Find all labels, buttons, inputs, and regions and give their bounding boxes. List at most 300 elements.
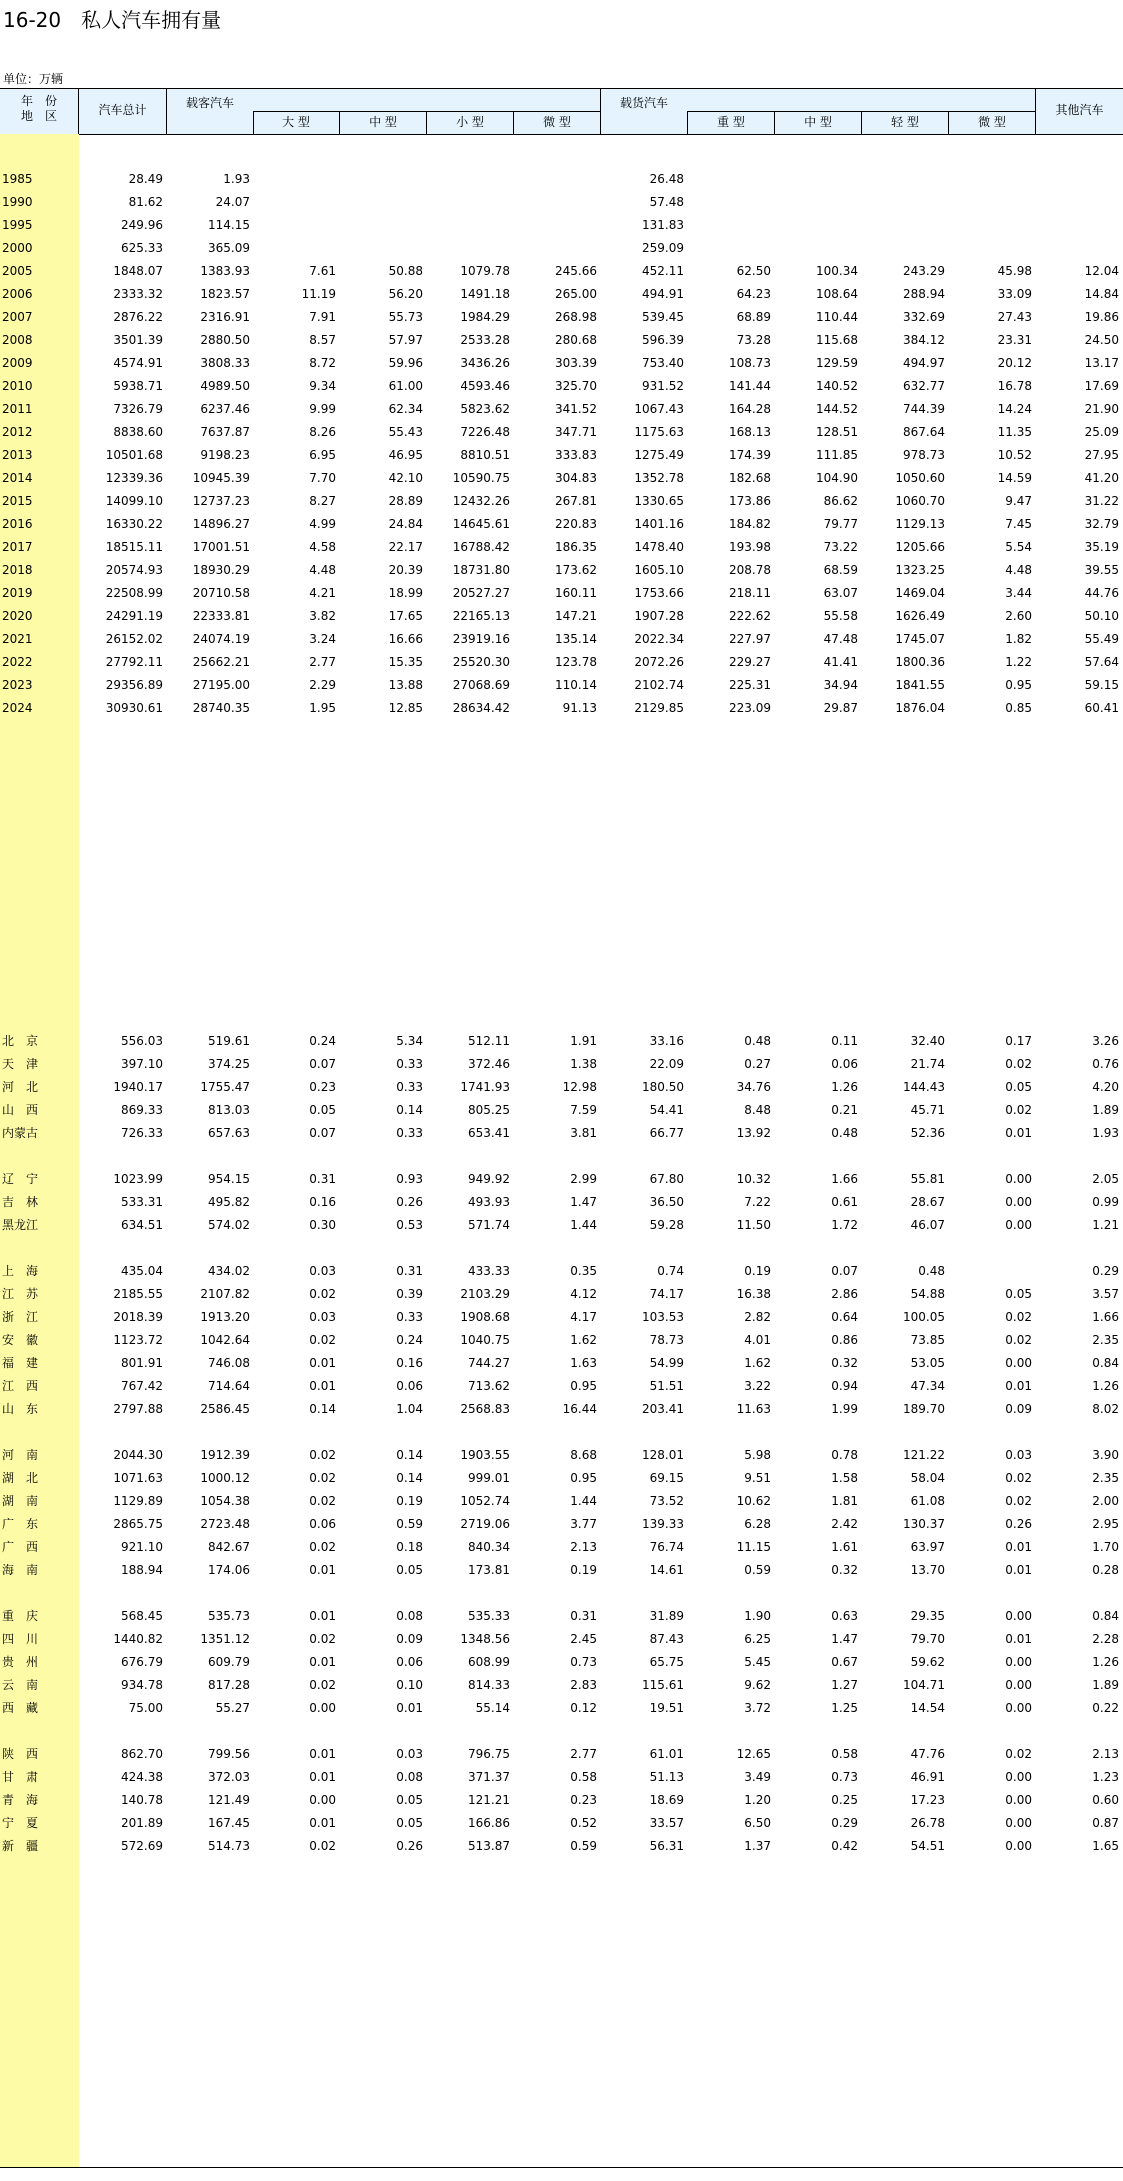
table-cell: 0.03 — [396, 1747, 423, 1761]
year-row — [0, 192, 1123, 212]
year-row — [0, 537, 1123, 557]
table-cell: 1.22 — [1005, 655, 1032, 669]
table-cell: 5823.62 — [460, 402, 510, 416]
table-title: 16-20 私人汽车拥有量 — [3, 8, 222, 32]
table-cell: 173.62 — [555, 563, 597, 577]
table-cell: 24291.19 — [105, 609, 163, 623]
table-cell: 999.01 — [468, 1471, 510, 1485]
table-cell: 2.82 — [744, 1310, 771, 1324]
table-cell: 2185.55 — [113, 1287, 163, 1301]
table-cell: 0.87 — [1092, 1816, 1119, 1830]
table-cell: 9198.23 — [200, 448, 250, 462]
year-row — [0, 261, 1123, 281]
table-cell: 1841.55 — [895, 678, 945, 692]
table-cell: 173.81 — [468, 1563, 510, 1577]
table-cell: 27792.11 — [105, 655, 163, 669]
table-cell: 225.31 — [729, 678, 771, 692]
row-label: 江 苏 — [2, 1287, 39, 1301]
table-cell: 1.61 — [831, 1540, 858, 1554]
table-cell: 0.07 — [309, 1126, 336, 1140]
table-cell: 2880.50 — [200, 333, 250, 347]
table-cell: 26.48 — [649, 172, 684, 186]
table-cell: 2.45 — [570, 1632, 597, 1646]
table-cell: 796.75 — [468, 1747, 510, 1761]
table-cell: 2876.22 — [113, 310, 163, 324]
table-cell: 325.70 — [555, 379, 597, 393]
table-cell: 3.26 — [1092, 1034, 1119, 1048]
table-cell: 0.35 — [570, 1264, 597, 1278]
year-row — [0, 491, 1123, 511]
table-cell: 45.71 — [910, 1103, 945, 1117]
row-label: 海 南 — [2, 1563, 39, 1577]
table-cell: 0.85 — [1005, 701, 1032, 715]
table-cell: 14645.61 — [452, 517, 510, 531]
table-cell: 15.35 — [388, 655, 423, 669]
table-cell: 267.81 — [555, 494, 597, 508]
year-row — [0, 330, 1123, 350]
table-cell: 1.04 — [396, 1402, 423, 1416]
table-cell: 33.16 — [649, 1034, 684, 1048]
table-cell: 64.23 — [736, 287, 771, 301]
table-cell: 160.11 — [555, 586, 597, 600]
table-cell: 0.02 — [1005, 1333, 1032, 1347]
table-cell: 0.05 — [1005, 1080, 1032, 1094]
table-cell: 0.01 — [1005, 1632, 1032, 1646]
table-cell: 0.14 — [396, 1103, 423, 1117]
table-cell: 41.20 — [1084, 471, 1119, 485]
header-divider — [78, 89, 79, 134]
table-cell: 767.42 — [121, 1379, 163, 1393]
year-row — [0, 629, 1123, 649]
header-divider — [600, 89, 601, 134]
table-cell: 0.59 — [744, 1563, 771, 1577]
table-cell: 34.94 — [823, 678, 858, 692]
table-cell: 0.00 — [1005, 1678, 1032, 1692]
table-cell: 0.42 — [831, 1839, 858, 1853]
table-cell: 1.65 — [1092, 1839, 1119, 1853]
table-cell: 54.51 — [910, 1839, 945, 1853]
table-cell: 1.37 — [744, 1839, 771, 1853]
table-cell: 32.79 — [1084, 517, 1119, 531]
table-cell: 3.44 — [1005, 586, 1032, 600]
table-cell: 4.21 — [309, 586, 336, 600]
table-cell: 495.82 — [208, 1195, 250, 1209]
table-cell: 0.10 — [396, 1678, 423, 1692]
table-cell: 17.65 — [388, 609, 423, 623]
table-cell: 1352.78 — [634, 471, 684, 485]
region-row — [0, 1537, 1123, 1557]
table-cell: 56.31 — [649, 1839, 684, 1853]
table-cell: 1401.16 — [634, 517, 684, 531]
table-cell: 0.07 — [831, 1264, 858, 1278]
table-cell: 11.50 — [736, 1218, 771, 1232]
table-cell: 22333.81 — [192, 609, 250, 623]
table-cell: 44.76 — [1084, 586, 1119, 600]
row-label: 青 海 — [2, 1793, 39, 1807]
table-cell: 0.99 — [1092, 1195, 1119, 1209]
table-cell: 0.84 — [1092, 1356, 1119, 1370]
table-cell: 2797.88 — [113, 1402, 163, 1416]
table-cell: 2.35 — [1092, 1471, 1119, 1485]
table-cell: 0.33 — [396, 1126, 423, 1140]
table-cell: 1.93 — [223, 172, 250, 186]
table-cell: 108.64 — [816, 287, 858, 301]
table-cell: 10.62 — [736, 1494, 771, 1508]
table-cell: 57.48 — [649, 195, 684, 209]
table-cell: 0.26 — [1005, 1517, 1032, 1531]
row-label: 新 疆 — [2, 1839, 39, 1853]
table-cell: 1.44 — [570, 1494, 597, 1508]
region-row — [0, 1675, 1123, 1695]
row-label: 2000 — [2, 241, 33, 255]
table-cell: 28.67 — [910, 1195, 945, 1209]
table-cell: 1023.99 — [113, 1172, 163, 1186]
table-cell: 265.00 — [555, 287, 597, 301]
table-cell: 5.54 — [1005, 540, 1032, 554]
table-cell: 28.49 — [128, 172, 163, 186]
table-cell: 2719.06 — [460, 1517, 510, 1531]
year-row — [0, 353, 1123, 373]
table-cell: 609.79 — [208, 1655, 250, 1669]
table-cell: 27.95 — [1084, 448, 1119, 462]
table-cell: 2316.91 — [200, 310, 250, 324]
region-row — [0, 1744, 1123, 1764]
table-cell: 68.89 — [736, 310, 771, 324]
table-cell: 0.19 — [744, 1264, 771, 1278]
table-cell: 32.40 — [910, 1034, 945, 1048]
table-cell: 1060.70 — [895, 494, 945, 508]
region-row — [0, 1560, 1123, 1580]
table-cell: 12737.23 — [192, 494, 250, 508]
table-cell: 22.09 — [649, 1057, 684, 1071]
row-label: 内蒙古 — [2, 1126, 39, 1140]
table-cell: 24.07 — [215, 195, 250, 209]
region-row — [0, 1652, 1123, 1672]
table-cell: 0.23 — [570, 1793, 597, 1807]
table-cell: 0.01 — [309, 1563, 336, 1577]
table-cell: 0.24 — [309, 1034, 336, 1048]
table-cell: 16.38 — [736, 1287, 771, 1301]
table-cell: 0.02 — [1005, 1747, 1032, 1761]
table-cell: 397.10 — [121, 1057, 163, 1071]
table-cell: 135.14 — [555, 632, 597, 646]
table-cell: 384.12 — [903, 333, 945, 347]
header-divider — [861, 112, 862, 134]
table-cell: 0.31 — [570, 1609, 597, 1623]
header-total: 汽车总计 — [98, 103, 147, 117]
table-cell: 0.24 — [396, 1333, 423, 1347]
row-label: 浙 江 — [2, 1310, 39, 1324]
table-cell: 288.94 — [903, 287, 945, 301]
table-cell: 1800.36 — [895, 655, 945, 669]
table-cell: 13.92 — [736, 1126, 771, 1140]
table-cell: 1.47 — [570, 1195, 597, 1209]
table-cell: 8810.51 — [460, 448, 510, 462]
table-cell: 512.11 — [468, 1034, 510, 1048]
row-label: 2007 — [2, 310, 33, 324]
table-cell: 0.09 — [396, 1632, 423, 1646]
table-cell: 0.86 — [831, 1333, 858, 1347]
table-cell: 0.00 — [1005, 1770, 1032, 1784]
table-cell: 128.51 — [816, 425, 858, 439]
table-cell: 0.32 — [831, 1563, 858, 1577]
table-cell: 0.59 — [570, 1839, 597, 1853]
table-cell: 22165.13 — [452, 609, 510, 623]
table-cell: 2568.83 — [460, 1402, 510, 1416]
table-cell: 140.52 — [816, 379, 858, 393]
table-cell: 8.72 — [309, 356, 336, 370]
table-cell: 2.83 — [570, 1678, 597, 1692]
header-divider — [774, 112, 775, 134]
year-row — [0, 514, 1123, 534]
region-row — [0, 1629, 1123, 1649]
table-cell: 16.78 — [997, 379, 1032, 393]
table-cell: 7.61 — [309, 264, 336, 278]
header-subrule — [687, 111, 1035, 112]
table-cell: 12.65 — [736, 1747, 771, 1761]
table-cell: 46.07 — [910, 1218, 945, 1232]
header-divider — [1035, 89, 1036, 134]
row-label: 四 川 — [2, 1632, 39, 1646]
table-cell: 81.62 — [128, 195, 163, 209]
table-cell: 519.61 — [208, 1034, 250, 1048]
table-cell: 10501.68 — [105, 448, 163, 462]
table-cell: 111.85 — [816, 448, 858, 462]
table-cell: 1054.38 — [200, 1494, 250, 1508]
table-cell: 494.97 — [903, 356, 945, 370]
table-cell: 0.06 — [831, 1057, 858, 1071]
header-truck-heavy: 重 型 — [717, 115, 745, 129]
table-cell: 744.39 — [903, 402, 945, 416]
region-row — [0, 1468, 1123, 1488]
table-cell: 1205.66 — [895, 540, 945, 554]
table-cell: 4.17 — [570, 1310, 597, 1324]
region-row — [0, 1031, 1123, 1051]
table-cell: 0.64 — [831, 1310, 858, 1324]
table-cell: 714.64 — [208, 1379, 250, 1393]
region-row — [0, 1330, 1123, 1350]
region-row — [0, 1307, 1123, 1327]
table-cell: 8.02 — [1092, 1402, 1119, 1416]
year-row — [0, 698, 1123, 718]
row-label: 西 藏 — [2, 1701, 39, 1715]
table-cell: 16330.22 — [105, 517, 163, 531]
table-cell: 1.27 — [831, 1678, 858, 1692]
table-cell: 535.33 — [468, 1609, 510, 1623]
table-cell: 18.99 — [388, 586, 423, 600]
table-cell: 0.06 — [396, 1655, 423, 1669]
table-cell: 1000.12 — [200, 1471, 250, 1485]
table-cell: 121.22 — [903, 1448, 945, 1462]
table-cell: 25520.30 — [452, 655, 510, 669]
row-label: 1985 — [2, 172, 33, 186]
table-cell: 535.73 — [208, 1609, 250, 1623]
table-cell: 22508.99 — [105, 586, 163, 600]
table-cell: 24074.19 — [192, 632, 250, 646]
table-cell: 1440.82 — [113, 1632, 163, 1646]
header-region-line1: 年 份 — [20, 94, 57, 108]
table-cell: 76.74 — [649, 1540, 684, 1554]
table-cell: 0.02 — [309, 1632, 336, 1646]
table-cell: 0.33 — [396, 1080, 423, 1094]
table-cell: 0.01 — [1005, 1563, 1032, 1577]
table-cell: 304.83 — [555, 471, 597, 485]
table-cell: 16.66 — [388, 632, 423, 646]
table-cell: 69.15 — [649, 1471, 684, 1485]
region-row — [0, 1077, 1123, 1097]
row-label: 宁 夏 — [2, 1816, 39, 1830]
table-cell: 5938.71 — [113, 379, 163, 393]
table-cell: 12.85 — [388, 701, 423, 715]
table-cell: 30930.61 — [105, 701, 163, 715]
table-cell: 1984.29 — [460, 310, 510, 324]
header-divider — [513, 112, 514, 134]
table-cell: 59.28 — [649, 1218, 684, 1232]
table-cell: 12432.26 — [452, 494, 510, 508]
table-cell: 0.76 — [1092, 1057, 1119, 1071]
table-cell: 0.00 — [1005, 1218, 1032, 1232]
table-cell: 2107.82 — [200, 1287, 250, 1301]
table-cell: 2102.74 — [634, 678, 684, 692]
table-cell: 208.78 — [729, 563, 771, 577]
row-label: 天 津 — [2, 1057, 39, 1071]
table-cell: 167.45 — [208, 1816, 250, 1830]
table-cell: 374.25 — [208, 1057, 250, 1071]
row-label: 安 徽 — [2, 1333, 39, 1347]
table-cell: 0.48 — [831, 1126, 858, 1140]
header-truck: 载货汽车 — [619, 96, 668, 110]
table-cell: 0.73 — [570, 1655, 597, 1669]
table-cell: 1.58 — [831, 1471, 858, 1485]
table-cell: 0.94 — [831, 1379, 858, 1393]
table-cell: 0.07 — [309, 1057, 336, 1071]
table-cell: 371.37 — [468, 1770, 510, 1784]
table-cell: 0.05 — [396, 1563, 423, 1577]
table-cell: 0.19 — [570, 1563, 597, 1577]
table-cell: 2.99 — [570, 1172, 597, 1186]
table-cell: 347.71 — [555, 425, 597, 439]
table-cell: 139.33 — [642, 1517, 684, 1531]
table-cell: 0.01 — [309, 1747, 336, 1761]
table-cell: 50.10 — [1084, 609, 1119, 623]
table-cell: 0.33 — [396, 1057, 423, 1071]
table-cell: 0.02 — [1005, 1494, 1032, 1508]
table-cell: 1823.57 — [200, 287, 250, 301]
table-cell: 65.75 — [649, 1655, 684, 1669]
table-cell: 121.21 — [468, 1793, 510, 1807]
table-cell: 7.45 — [1005, 517, 1032, 531]
table-cell: 186.35 — [555, 540, 597, 554]
table-cell: 11.19 — [301, 287, 336, 301]
table-cell: 0.00 — [309, 1793, 336, 1807]
table-cell: 45.98 — [997, 264, 1032, 278]
header-region-line2: 地 区 — [20, 109, 57, 123]
region-row — [0, 1790, 1123, 1810]
table-cell: 174.06 — [208, 1563, 250, 1577]
table-cell: 1.93 — [1092, 1126, 1119, 1140]
table-cell: 2103.29 — [460, 1287, 510, 1301]
table-cell: 39.55 — [1084, 563, 1119, 577]
table-cell: 54.88 — [910, 1287, 945, 1301]
table-cell: 4574.91 — [113, 356, 163, 370]
table-cell: 0.01 — [1005, 1126, 1032, 1140]
table-cell: 6.95 — [309, 448, 336, 462]
table-cell: 372.46 — [468, 1057, 510, 1071]
table-cell: 2018.39 — [113, 1310, 163, 1324]
table-cell: 0.02 — [309, 1678, 336, 1692]
table-cell: 56.20 — [388, 287, 423, 301]
table-cell: 243.29 — [903, 264, 945, 278]
table-cell: 2333.32 — [113, 287, 163, 301]
table-cell: 1067.43 — [634, 402, 684, 416]
table-cell: 29.87 — [823, 701, 858, 715]
header-divider — [948, 112, 949, 134]
table-cell: 9.62 — [744, 1678, 771, 1692]
row-label: 2009 — [2, 356, 33, 370]
table-cell: 0.14 — [309, 1402, 336, 1416]
table-cell: 280.68 — [555, 333, 597, 347]
table-cell: 0.05 — [396, 1816, 423, 1830]
table-cell: 74.17 — [649, 1287, 684, 1301]
table-cell: 173.86 — [729, 494, 771, 508]
table-cell: 13.70 — [910, 1563, 945, 1577]
year-row — [0, 606, 1123, 626]
table-cell: 25662.21 — [192, 655, 250, 669]
table-cell: 954.15 — [208, 1172, 250, 1186]
table-cell: 2586.45 — [200, 1402, 250, 1416]
table-cell: 29.35 — [910, 1609, 945, 1623]
row-label: 2008 — [2, 333, 33, 347]
table-cell: 2.95 — [1092, 1517, 1119, 1531]
table-cell: 0.11 — [831, 1034, 858, 1048]
table-cell: 0.02 — [1005, 1310, 1032, 1324]
year-row — [0, 284, 1123, 304]
table-cell: 1.26 — [1092, 1655, 1119, 1669]
table-cell: 978.73 — [903, 448, 945, 462]
table-cell: 1469.04 — [895, 586, 945, 600]
table-cell: 268.98 — [555, 310, 597, 324]
table-cell: 0.00 — [309, 1701, 336, 1715]
table-cell: 676.79 — [121, 1655, 163, 1669]
table-cell: 51.13 — [649, 1770, 684, 1784]
year-row — [0, 560, 1123, 580]
table-cell: 0.16 — [309, 1195, 336, 1209]
table-cell: 4.58 — [309, 540, 336, 554]
table-cell: 7226.48 — [460, 425, 510, 439]
table-cell: 55.81 — [910, 1172, 945, 1186]
table-cell: 3436.26 — [460, 356, 510, 370]
table-cell: 1042.64 — [200, 1333, 250, 1347]
table-cell: 435.04 — [121, 1264, 163, 1278]
header-divider — [166, 89, 167, 134]
header-passenger-small: 小 型 — [456, 115, 484, 129]
table-cell: 0.00 — [1005, 1701, 1032, 1715]
table-cell: 0.95 — [1005, 678, 1032, 692]
table-cell: 201.89 — [121, 1816, 163, 1830]
table-cell: 62.34 — [388, 402, 423, 416]
table-cell: 46.91 — [910, 1770, 945, 1784]
table-cell: 0.48 — [744, 1034, 771, 1048]
table-cell: 8.68 — [570, 1448, 597, 1462]
table-cell: 147.21 — [555, 609, 597, 623]
table-cell: 188.94 — [121, 1563, 163, 1577]
table-cell: 813.03 — [208, 1103, 250, 1117]
table-cell: 3.82 — [309, 609, 336, 623]
table-cell: 31.22 — [1084, 494, 1119, 508]
table-cell: 21.90 — [1084, 402, 1119, 416]
table-cell: 62.50 — [736, 264, 771, 278]
table-cell: 921.10 — [121, 1540, 163, 1554]
